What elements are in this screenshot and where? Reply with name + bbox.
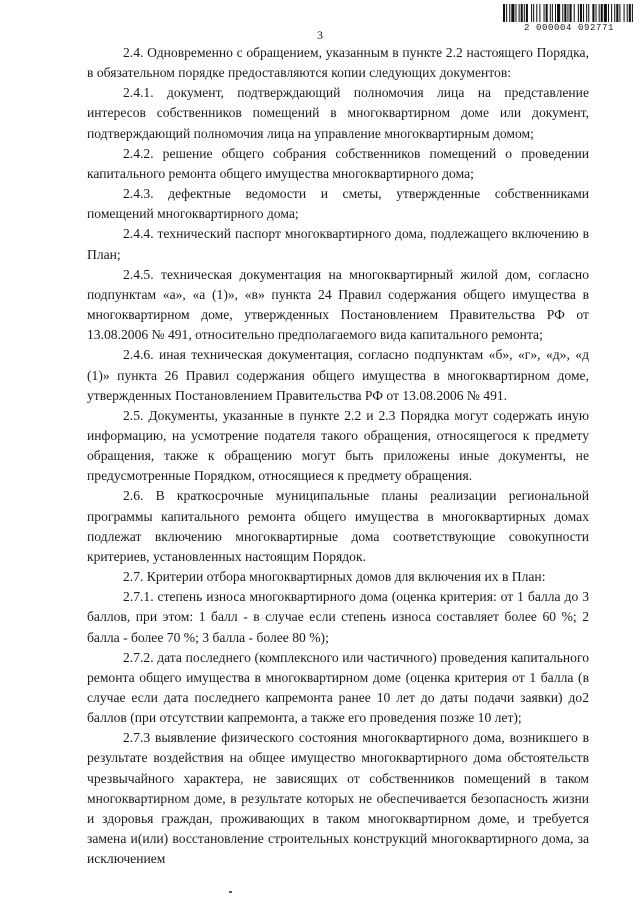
barcode-bar [524, 4, 525, 22]
barcode-bar [586, 4, 587, 22]
barcode-bar [596, 4, 597, 22]
paragraph-2-7-2: 2.7.2. дата последнего (комплексного или частичного) проведения капитального ремонта общего имущества в многоквартирном доме (оценка критерия от 1 балла (в случае если дата последнего капремонта ранее 10 лет до даты подачи заявки) до2 баллов (при отсутствии капремонта, а также его проведения позже 10 лет); [87, 649, 589, 726]
barcode-bar [506, 4, 507, 22]
barcode-bar [536, 4, 537, 22]
barcode-bar [570, 4, 572, 22]
paragraph-2-4-1: 2.4.1. документ, подтверждающий полномочия лица на представление интересов собственников помещений в многоквартирном доме или документ, подтверждающий полномочия лица на управление многоквартирным домом; [87, 85, 589, 141]
barcode-bar [515, 4, 516, 22]
barcode-bar [583, 4, 584, 22]
paragraph-2-4: 2.4. Одновременно с обращением, указанным в пункте 2.2 настоящего Порядка, в обязательном порядке предоставляются копии следующих документов: [87, 45, 589, 81]
barcode-bar [619, 4, 620, 22]
barcode-bars [503, 4, 635, 22]
barcode-bar [608, 4, 609, 22]
barcode-bar [531, 4, 532, 22]
paragraph-2-4-2: 2.4.2. решение общего собрания собственников помещений о проведении капитального ремонта общего имущества многоквартирного дома; [87, 145, 589, 181]
barcode-bar [574, 4, 575, 22]
paragraph-2-4-3: 2.4.3. дефектные ведомости и сметы, утвержденные собственниками помещений многоквартирного дома; [87, 186, 589, 222]
barcode-bar [539, 4, 540, 22]
barcode-bar [550, 4, 551, 22]
paragraph-2-4-5: 2.4.5. техническая документация на многоквартирный жилой дом, согласно подпунктам «а», «а (1)», «в» пункта 24 Правил содержания общего имущества в многоквартирном доме, утвержденных Постановлением Правительства РФ от 13.08.2006 № 491, относительно предполагаемого вида капитального ремонта; [87, 266, 589, 343]
barcode-bar [519, 4, 520, 22]
barcode-bar [614, 4, 615, 22]
paragraph-2-5: 2.5. Документы, указанные в пункте 2.2 и 2.3 Порядка могут содержать иную информацию, на усмотрение подателя такого обращения, относящегося к предмету обращения, также к обращению могут быть приложены иные документы, не предусмотренные Порядком, относящиеся к предмету обращения. [87, 407, 589, 484]
barcode-bar [632, 4, 633, 22]
paragraph-2-6: 2.6. В краткосрочные муниципальные планы реализации региональной программы капитального ремонта общего имущества в многоквартирных домах подлежат включению многоквартирные дома соответствующие совокупности критериев, установленных настоящим Порядок. [87, 488, 589, 564]
barcode-bar [526, 4, 528, 22]
document-body [87, 43, 589, 869]
scan-mark [229, 891, 232, 893]
barcode-bar [503, 4, 505, 22]
barcode-bar [611, 4, 612, 22]
barcode-bar [629, 4, 631, 22]
paragraph-2-7: 2.7. Критерии отбора многоквартирных домов для включения их в План: [123, 569, 546, 585]
barcode-bar [599, 4, 600, 22]
barcode-bar [555, 4, 556, 22]
paragraph-2-4-4: 2.4.4. технический паспорт многоквартирного дома, подлежащего включению в План; [87, 226, 589, 262]
barcode-bar [624, 4, 625, 22]
barcode-bar [578, 4, 579, 22]
barcode-bar [588, 4, 589, 22]
barcode-bar [580, 4, 582, 22]
page-number: 3 [317, 28, 323, 42]
barcode-bar [533, 4, 534, 22]
barcode-bar [564, 4, 566, 22]
barcode-bar [601, 4, 603, 22]
barcode-bar [552, 4, 553, 22]
barcode-bar [521, 4, 523, 22]
barcode-bar [509, 4, 510, 22]
barcode-number: 2 000004 092771 [523, 23, 614, 33]
barcode-bar [567, 4, 568, 22]
barcode-bar [627, 4, 628, 22]
barcode-bar [562, 4, 563, 22]
paragraph-2-7-3: 2.7.3 выявление физического состояния многоквартирного дома, возникшего в результате воздействия на общее имущество многоквартирного дома обстоятельств чрезвычайного характера, не зависящих от собственников помещений в таком многоквартирном доме, в результате которых не обеспечивается безопасность жизни и здоровья граждан, проживающих в таком многоквартирном доме, и требуется замена и(или) восстановление строительных конструкций многоквартирного дома, за исключением [87, 730, 589, 867]
paragraph-2-7-1: 2.7.1. степень износа многоквартирного дома (оценка критерия: от 1 балла до 3 баллов, при этом: 1 балл - в случае если степень износа составляет более 60 %; 2 балла - более 70 %; 3 балла - более 80 %); [87, 589, 589, 645]
barcode-bar [616, 4, 618, 22]
barcode-bar [592, 4, 594, 22]
barcode-bar [557, 4, 560, 22]
paragraph-2-4-6: 2.4.6. иная техническая документация, согласно подпунктам «б», «г», «д», «д (1)» пункта 26 Правил содержания общего имущества в многоквартирном доме, утвержденных Постановлением Правительства РФ от 13.08.2006 № 491. [87, 347, 589, 403]
barcode-bar [604, 4, 607, 22]
barcode-bar [511, 4, 514, 22]
barcode-bar [546, 4, 548, 22]
barcode-bar [544, 4, 545, 22]
